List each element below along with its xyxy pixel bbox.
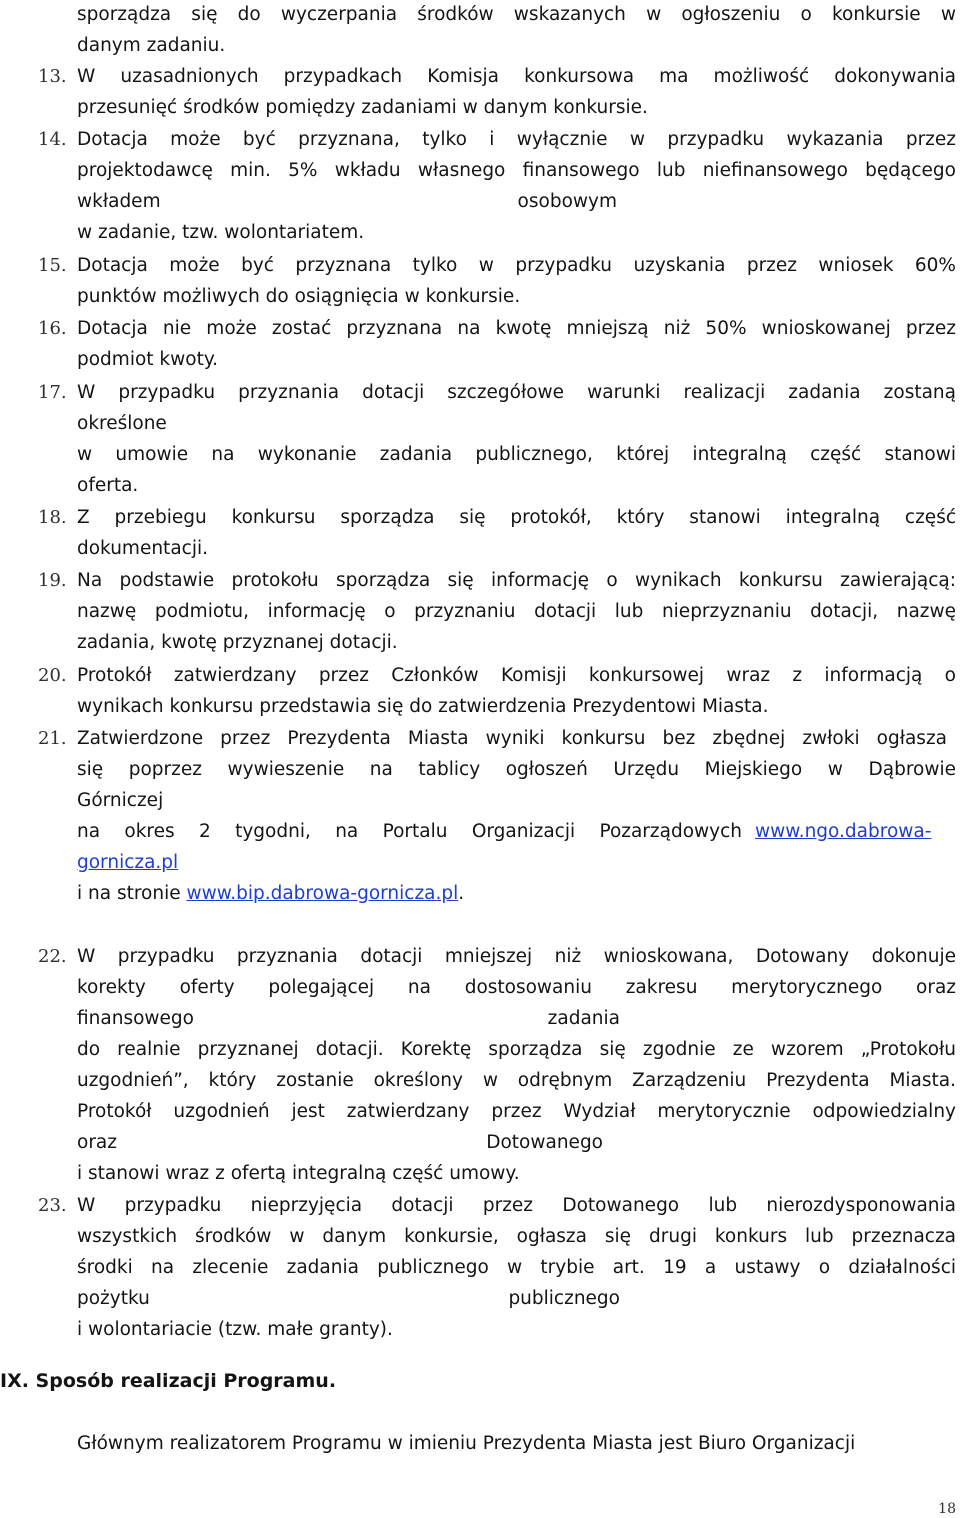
item-number: 14. <box>38 129 67 150</box>
item-number: 22. <box>38 946 67 967</box>
item-number: 16. <box>38 318 67 339</box>
text-line: Dotacja może być przyznana tylko w przypadku uzyskania przez wniosek 60% <box>77 255 956 276</box>
text-line: W przypadku przyznania dotacji szczegółowe warunki realizacji zadania zostaną <box>77 382 956 403</box>
text-line: oraz Dotowanego <box>77 1132 603 1153</box>
item-number: 23. <box>38 1195 67 1216</box>
closing-paragraph: Głównym realizatorem Programu w imieniu Prezydenta Miasta jest Biuro Organizacji <box>77 1433 856 1454</box>
text-line: sporządza się do wyczerpania środków wskazanych w ogłoszeniu o konkursie w <box>77 4 956 25</box>
text-line: Zatwierdzone przez Prezydenta Miasta wyniki konkursu bez zbędnej zwłoki ogłasza <box>77 728 947 749</box>
text-line: do realnie przyznanej dotacji. Korektę sporządza się zgodnie ze wzorem „Protokołu <box>77 1039 956 1060</box>
text-line: środki na zlecenie zadania publicznego w trybie art. 19 a ustawy o działalności <box>77 1257 956 1278</box>
text-line: Dotacja może być przyznana, tylko i wyłącznie w przypadku wykazania przez <box>77 129 956 150</box>
text-line: Dotacja nie może zostać przyznana na kwotę mniejszą niż 50% wnioskowanej przez <box>77 318 956 339</box>
text-line: się poprzez wywieszenie na tablicy ogłoszeń Urzędu Miejskiego w Dąbrowie <box>77 759 956 780</box>
text-line: uzgodnień”, który zostanie określony w odrębnym Zarządzeniu Prezydenta Miasta. <box>77 1070 956 1091</box>
text-line: Protokół zatwierdzany przez Członków Komisji konkursowej wraz z informacją o <box>77 665 956 686</box>
text-line: wszystkich środków w danym konkursie, ogłasza się drugi konkurs lub przeznacza <box>77 1226 956 1247</box>
text-fragment: . <box>458 883 465 904</box>
text-line: podmiot kwoty. <box>77 349 219 370</box>
text-line <box>77 878 464 909</box>
text-line: na okres 2 tygodni, na Portalu Organizacji Pozarządowych <box>77 821 742 842</box>
text-line: finansowego zadania <box>77 1008 620 1029</box>
item-number: 19. <box>38 570 67 591</box>
text-line: w umowie na wykonanie zadania publicznego, której integralną część stanowi <box>77 444 956 465</box>
item-number: 20. <box>38 665 67 686</box>
text-line: Górniczej <box>77 790 164 811</box>
text-line: Na podstawie protokołu sporządza się informację o wynikach konkursu zawierającą: <box>77 570 956 591</box>
text-line: W przypadku przyznania dotacji mniejszej niż wnioskowana, Dotowany dokonuje <box>77 946 956 967</box>
text-line: korekty oferty polegającej na dostosowaniu zakresu merytorycznego oraz <box>77 977 956 998</box>
text-line: danym zadaniu. <box>77 35 226 56</box>
text-line: oferta. <box>77 475 139 496</box>
ngo-portal-link[interactable]: www.ngo.dabrowa- <box>755 821 932 842</box>
text-line: Z przebiegu konkursu sporządza się protokół, który stanowi integralną część <box>77 507 956 528</box>
text-line: wkładem osobowym <box>77 191 617 212</box>
bip-link[interactable]: www.bip.dabrowa-gornicza.pl <box>186 883 459 904</box>
text-line: określone <box>77 413 167 434</box>
text-line: W przypadku nieprzyjęcia dotacji przez Dotowanego lub nierozdysponowania <box>77 1195 956 1216</box>
text-line: dokumentacji. <box>77 538 208 559</box>
text-line: punktów możliwych do osiągnięcia w konkursie. <box>77 286 521 307</box>
ngo-portal-link-continued[interactable]: gornicza.pl <box>77 852 179 873</box>
item-number: 21. <box>38 728 67 749</box>
text-line: pożytku publicznego <box>77 1288 620 1309</box>
text-line: w zadanie, tzw. wolontariatem. <box>77 222 365 243</box>
item-number: 13. <box>38 66 67 87</box>
text-line: projektodawcę min. 5% wkładu własnego finansowego lub niefinansowego będącego <box>77 160 956 181</box>
page-number: 18 <box>938 1501 956 1517</box>
text-line: W uzasadnionych przypadkach Komisja konkursowa ma możliwość dokonywania <box>77 66 956 87</box>
item-number: 15. <box>38 255 67 276</box>
text-line: wynikach konkursu przedstawia się do zatwierdzenia Prezydentowi Miasta. <box>77 696 769 717</box>
text-line: nazwę podmiotu, informację o przyznaniu dotacji lub nieprzyznaniu dotacji, nazwę <box>77 601 956 622</box>
text-line: i wolontariacie (tzw. małe granty). <box>77 1319 393 1340</box>
section-heading: IX. Sposób realizacji Programu. <box>0 1370 337 1392</box>
text-line: przesunięć środków pomiędzy zadaniami w danym konkursie. <box>77 97 648 118</box>
item-number: 18. <box>38 507 67 528</box>
text-line: zadania, kwotę przyznanej dotacji. <box>77 632 398 653</box>
item-number: 17. <box>38 382 67 403</box>
text-line: i stanowi wraz z ofertą integralną część umowy. <box>77 1163 520 1184</box>
text-line: Protokół uzgodnień jest zatwierdzany przez Wydział merytorycznie odpowiedzialny <box>77 1101 956 1122</box>
text-fragment: i na stronie <box>77 883 181 904</box>
